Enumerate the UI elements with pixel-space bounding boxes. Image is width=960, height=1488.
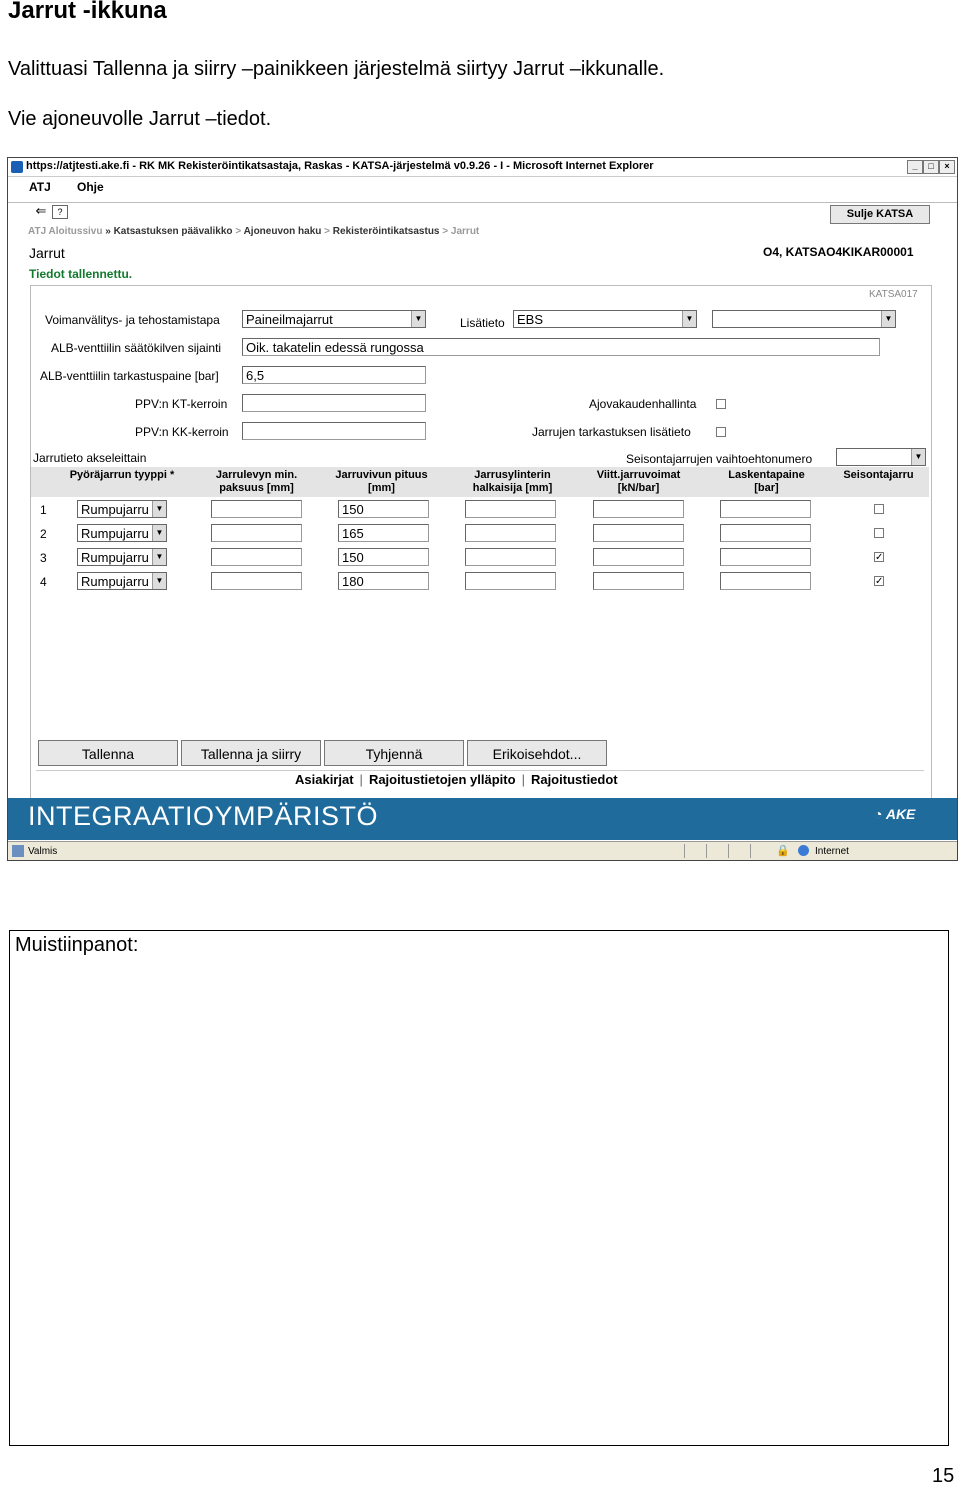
cylinder-diameter-input[interactable]	[465, 572, 556, 590]
axle-section-label: Jarrutieto akseleittain	[33, 451, 147, 465]
brakes-form	[30, 285, 932, 799]
transmission-label: Voimanvälitys- ja tehostamistapa	[45, 313, 220, 327]
col-cylinder-diameter: Jarrusylinterin halkaisija [mm]	[472, 469, 553, 494]
breadcrumb-registration-inspection[interactable]: Rekisteröintikatsastus	[332, 226, 440, 237]
alb-location-label: ALB-venttiilin säätökilven sijainti	[51, 341, 222, 355]
chevron-down-icon: ▼	[152, 525, 166, 541]
notes-box[interactable]	[9, 930, 949, 1446]
calc-pressure-input[interactable]	[720, 572, 811, 590]
col-parking-brake: Seisontajarru	[843, 469, 914, 481]
help-icon[interactable]: ?	[52, 205, 68, 219]
minimize-icon[interactable]: _	[907, 160, 923, 174]
calc-pressure-input[interactable]	[720, 548, 811, 566]
link-restriction-maintenance[interactable]: Rajoitustietojen ylläpito	[368, 772, 516, 787]
parking-brake-checkbox[interactable]: ✓	[875, 576, 884, 587]
calc-pressure-input[interactable]	[720, 500, 811, 518]
disc-thickness-input[interactable]	[211, 524, 302, 542]
calc-pressure-input[interactable]	[720, 524, 811, 542]
disc-thickness-input[interactable]	[211, 500, 302, 518]
stability-label: Ajovakaudenhallinta	[589, 397, 697, 411]
extra-inspection-checkbox[interactable]	[716, 427, 726, 437]
kk-label: PPV:n KK-kerroin	[135, 425, 229, 439]
axle-table-header	[31, 467, 929, 497]
extra-inspection-label: Jarrujen tarkastuksen lisätieto	[532, 425, 691, 439]
toolbar	[8, 202, 957, 223]
parking-brake-checkbox[interactable]	[874, 528, 884, 538]
breadcrumb-main-menu[interactable]: Katsastuksen päävalikko	[113, 226, 233, 237]
breadcrumb-separator: >	[442, 226, 449, 237]
parking-brake-checkbox[interactable]: ✓	[875, 552, 884, 563]
parking-brake-checkbox[interactable]	[874, 504, 884, 514]
kt-input[interactable]	[242, 394, 426, 412]
brake-type-value: Rumpujarru	[81, 526, 149, 541]
environment-banner	[8, 798, 957, 840]
status-text: Valmis	[28, 846, 58, 857]
menu-item-atj[interactable]: ATJ	[29, 180, 51, 194]
saved-message: Tiedot tallennettu.	[29, 267, 133, 281]
col-reference-force: Viitt.jarruvoimat [kN/bar]	[596, 469, 681, 494]
close-window-icon[interactable]: ×	[939, 160, 955, 174]
parking-option-select[interactable]	[836, 448, 926, 466]
brake-type-value: Rumpujarru	[81, 502, 149, 517]
breadcrumb-separator: »	[105, 226, 111, 237]
document-paragraph-1: Valittuasi Tallenna ja siirry –painikkeen järjestelmä siirtyy Jarrut –ikkunalle.	[8, 58, 665, 80]
lever-length-input[interactable]: 150	[338, 500, 429, 518]
close-katsa-button[interactable]: Sulje KATSA	[830, 205, 930, 224]
axle-number: 3	[40, 551, 47, 565]
chevron-down-icon: ▼	[682, 311, 696, 327]
axle-number: 2	[40, 527, 47, 541]
extra-select-2[interactable]	[712, 310, 896, 328]
brake-type-value: Rumpujarru	[81, 574, 149, 589]
special-conditions-button[interactable]: Erikoisehdot...	[467, 740, 607, 766]
chevron-down-icon: ▼	[881, 311, 895, 327]
axle-number: 1	[40, 503, 47, 517]
save-and-continue-button[interactable]: Tallenna ja siirry	[181, 740, 321, 766]
status-divider	[684, 844, 705, 858]
transmission-value: Paineilmajarrut	[246, 312, 333, 327]
table-row	[31, 500, 929, 522]
link-documents[interactable]: Asiakirjat	[295, 772, 354, 787]
chevron-down-icon: ▼	[411, 311, 425, 327]
maximize-icon[interactable]: □	[923, 160, 939, 174]
lock-icon: 🔒	[776, 845, 790, 857]
extra-select[interactable]	[513, 310, 697, 328]
cylinder-diameter-input[interactable]	[465, 524, 556, 542]
status-bar	[8, 841, 957, 861]
globe-icon	[798, 845, 809, 856]
back-icon[interactable]: ⇐	[35, 203, 47, 218]
environment-label: INTEGRAATIOYMPÄRISTÖ	[28, 801, 379, 831]
extra-label: Lisätieto	[460, 316, 505, 330]
lever-length-input[interactable]: 150	[338, 548, 429, 566]
breadcrumb-separator: >	[324, 226, 330, 237]
alb-pressure-input[interactable]: 6,5	[242, 366, 426, 384]
table-row	[31, 572, 929, 594]
form-id: KATSA017	[869, 289, 918, 300]
reference-force-input[interactable]	[593, 572, 684, 590]
page-title: Jarrut	[29, 245, 65, 261]
browser-title: https://atjtesti.ake.fi - RK MK Rekisteröintikatsastaja, Raskas - KATSA-järjestelmä v0.9.26 - I - Microsoft Internet Explorer	[26, 160, 654, 172]
breadcrumb-vehicle-search[interactable]: Ajoneuvon haku	[243, 226, 322, 237]
ake-logo-text: AKE	[885, 806, 916, 822]
chevron-down-icon: ▼	[152, 501, 166, 517]
document-paragraph-2: Vie ajoneuvolle Jarrut –tiedot.	[8, 108, 272, 130]
status-divider	[706, 844, 727, 858]
table-row	[31, 548, 929, 570]
breadcrumb	[28, 226, 479, 237]
alb-location-input[interactable]: Oik. takatelin edessä rungossa	[242, 338, 880, 356]
disc-thickness-input[interactable]	[211, 572, 302, 590]
axle-number: 4	[40, 575, 47, 589]
col-disc-thickness: Jarrulevyn min. paksuus [mm]	[215, 469, 298, 494]
status-divider	[728, 844, 749, 858]
transmission-select[interactable]	[242, 310, 426, 328]
divider	[36, 770, 924, 771]
page-icon	[12, 845, 24, 857]
breadcrumb-separator: >	[235, 226, 242, 237]
menu-item-ohje[interactable]: Ohje	[77, 180, 104, 194]
col-brake-type: Pyöräjarrun tyyppi *	[69, 469, 175, 481]
brake-type-select[interactable]	[77, 572, 167, 590]
reference-force-input[interactable]	[593, 524, 684, 542]
zone-text: Internet	[815, 846, 849, 857]
chevron-down-icon: ▼	[911, 449, 925, 465]
document-heading: Jarrut -ikkuna	[8, 0, 167, 24]
alb-pressure-label: ALB-venttiilin tarkastuspaine [bar]	[40, 369, 219, 383]
link-separator: |	[521, 772, 525, 787]
chevron-down-icon: ▼	[152, 573, 166, 589]
vehicle-code: O4, KATSAO4KIKAR00001	[763, 245, 914, 259]
col-lever-length: Jarruvivun pituus [mm]	[335, 469, 428, 494]
brake-type-select[interactable]	[77, 548, 167, 566]
kk-input[interactable]	[242, 422, 426, 440]
notes-label: Muistiinpanot:	[15, 934, 139, 956]
link-separator: |	[359, 772, 363, 787]
lever-length-input[interactable]: 180	[338, 572, 429, 590]
status-divider	[750, 844, 771, 858]
cylinder-diameter-input[interactable]	[465, 500, 556, 518]
kt-label: PPV:n KT-kerroin	[135, 397, 228, 411]
stability-checkbox[interactable]	[716, 399, 726, 409]
chevron-down-icon: ▼	[152, 549, 166, 565]
reference-force-input[interactable]	[593, 500, 684, 518]
ie-icon	[11, 161, 23, 173]
breadcrumb-home[interactable]: ATJ Aloitussivu	[28, 226, 103, 237]
save-button[interactable]: Tallenna	[38, 740, 178, 766]
ake-logo: ◔ AKE	[874, 806, 916, 822]
disc-thickness-input[interactable]	[211, 548, 302, 566]
footer-links	[295, 772, 618, 787]
cylinder-diameter-input[interactable]	[465, 548, 556, 566]
parking-option-label: Seisontajarrujen vaihtoehtonumero	[626, 452, 813, 466]
menu-bar	[8, 177, 957, 199]
reference-force-input[interactable]	[593, 548, 684, 566]
browser-window	[7, 157, 958, 861]
clear-button[interactable]: Tyhjennä	[324, 740, 464, 766]
link-restriction-info[interactable]: Rajoitustiedot	[530, 772, 618, 787]
page-number: 15	[932, 1465, 955, 1487]
lever-length-input[interactable]: 165	[338, 524, 429, 542]
breadcrumb-current: Jarrut	[450, 226, 480, 237]
brake-type-select[interactable]	[77, 524, 167, 542]
col-calc-pressure: Laskentapaine [bar]	[728, 469, 805, 494]
extra-value: EBS	[517, 312, 544, 327]
browser-titlebar	[8, 158, 957, 177]
brake-type-value: Rumpujarru	[81, 550, 149, 565]
brake-type-select[interactable]	[77, 500, 167, 518]
table-row	[31, 524, 929, 546]
